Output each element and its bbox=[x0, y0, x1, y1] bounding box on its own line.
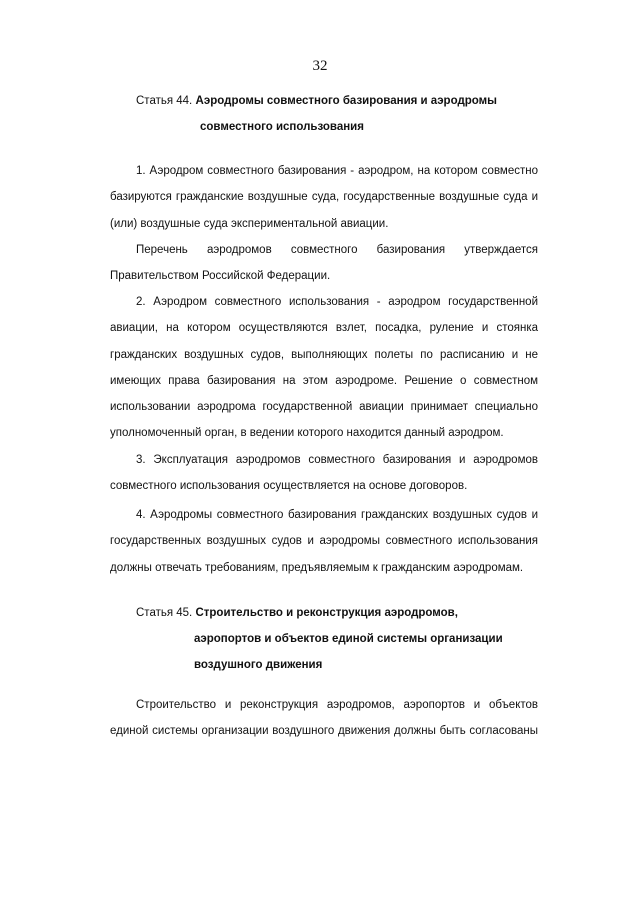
article-45-title-line2: аэропортов и объектов единой системы организации bbox=[194, 633, 503, 645]
article-44-paragraph-3: 2. Аэродром совместного использования - аэродром государственной авиации, на котором осуществляются взлет, посадка, руление и стоянка гражданских воздушных судов, выполняющих полеты по расписанию и не имеющих права базирования на этом аэродроме. Решение о совместном использовании аэродрома государственной авиации принимает специально уполномоченный орган, в ведении которого находится данный аэродром. bbox=[110, 296, 538, 440]
article-44-heading bbox=[136, 88, 497, 140]
article-44-paragraph-1: 1. Аэродром совместного базирования - аэродром, на котором совместно базируются гражданские воздушные суда, государственные воздушные суда и (или) воздушные суда экспериментальной авиации. bbox=[110, 165, 538, 230]
article-45-heading bbox=[136, 600, 503, 678]
article-44-title-line2: совместного использования bbox=[200, 121, 364, 133]
article-44-paragraph-4: 3. Эксплуатация аэродромов совместного базирования и аэродромов совместного использования осуществляется на основе договоров. bbox=[110, 454, 538, 493]
article-44-title-line1: Аэродромы совместного базирования и аэродромы bbox=[195, 95, 497, 107]
article-44-paragraph-2: Перечень аэродромов совместного базирования утверждается Правительством Российской Федерации. bbox=[110, 244, 538, 283]
article-44-paragraph-5: 4. Аэродромы совместного базирования гражданских воздушных судов и государственных воздушных судов и аэродромы совместного использования должны отвечать требованиям, предъявляемым к гражданским аэродромам. bbox=[110, 509, 538, 574]
article-45-label: Статья 45. bbox=[136, 607, 193, 619]
page-number: 32 bbox=[312, 58, 328, 74]
article-44-label: Статья 44. bbox=[136, 95, 193, 107]
article-45-title-line3: воздушного движения bbox=[194, 659, 323, 671]
article-45-title-line1: Строительство и реконструкция аэродромов, bbox=[195, 607, 458, 619]
article-45-paragraph-1: Строительство и реконструкция аэродромов, аэропортов и объектов единой системы организации воздушного движения должны быть согласованы bbox=[110, 699, 538, 738]
